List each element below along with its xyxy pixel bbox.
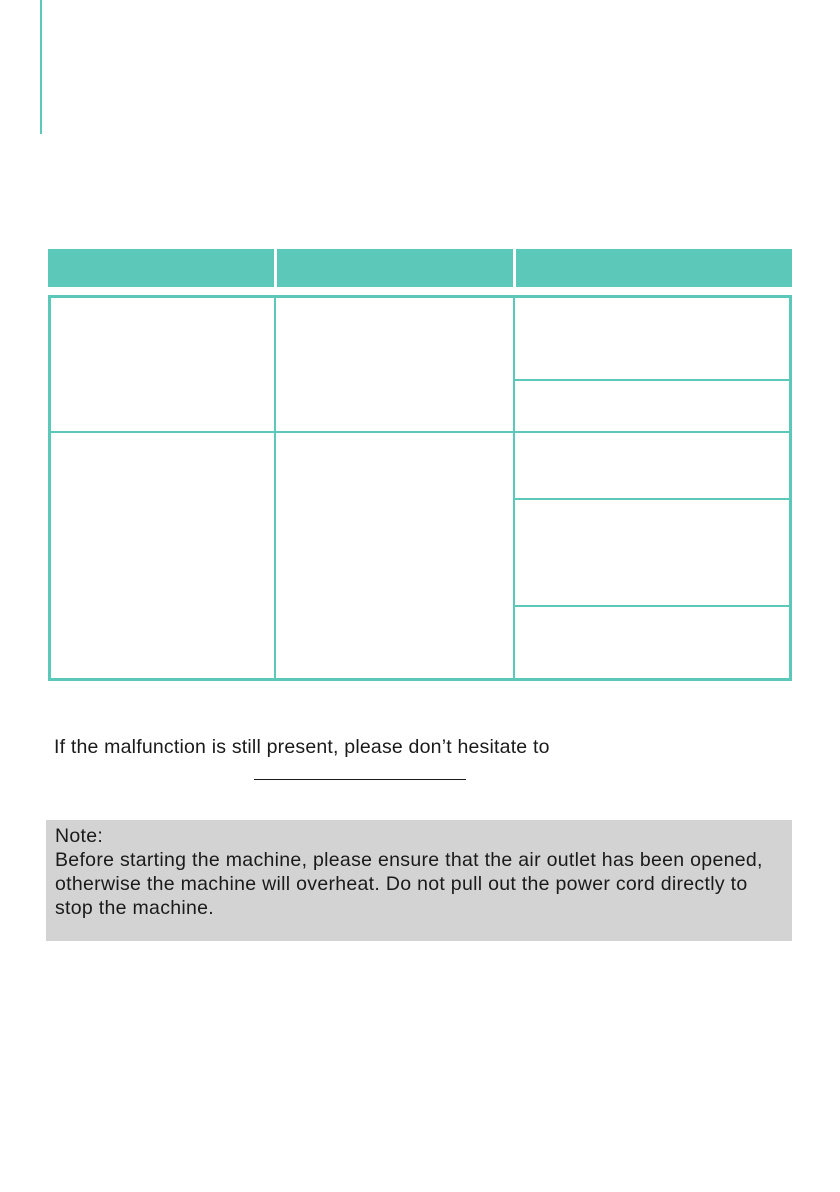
table-cell-solution-1a xyxy=(515,298,789,379)
troubleshooting-table xyxy=(48,295,792,681)
contact-link-placeholder[interactable] xyxy=(254,779,466,780)
note-text: Before starting the machine, please ensure that the air outlet has been opened, otherwise the machine will overheat. Do not pull out the power cord directly to stop the machine. xyxy=(55,849,763,919)
table-cell-cause-2 xyxy=(276,433,513,678)
troubleshooting-table-header xyxy=(48,249,792,287)
table-cell-problem-1 xyxy=(51,298,274,431)
table-cell-solution-2a xyxy=(515,433,789,498)
header-column-divider xyxy=(274,249,277,287)
header-column-divider xyxy=(513,249,516,287)
note-box xyxy=(46,820,792,941)
table-cell-solution-1b xyxy=(515,381,789,431)
table-cell-cause-1 xyxy=(276,298,513,431)
table-cell-problem-2 xyxy=(51,433,274,678)
side-accent-rule xyxy=(40,0,42,134)
table-cell-solution-2b xyxy=(515,500,789,605)
contact-support-text: If the malfunction is still present, please don’t hesitate to xyxy=(54,736,550,758)
note-title: Note: xyxy=(55,825,104,847)
table-cell-solution-2c xyxy=(515,607,789,678)
